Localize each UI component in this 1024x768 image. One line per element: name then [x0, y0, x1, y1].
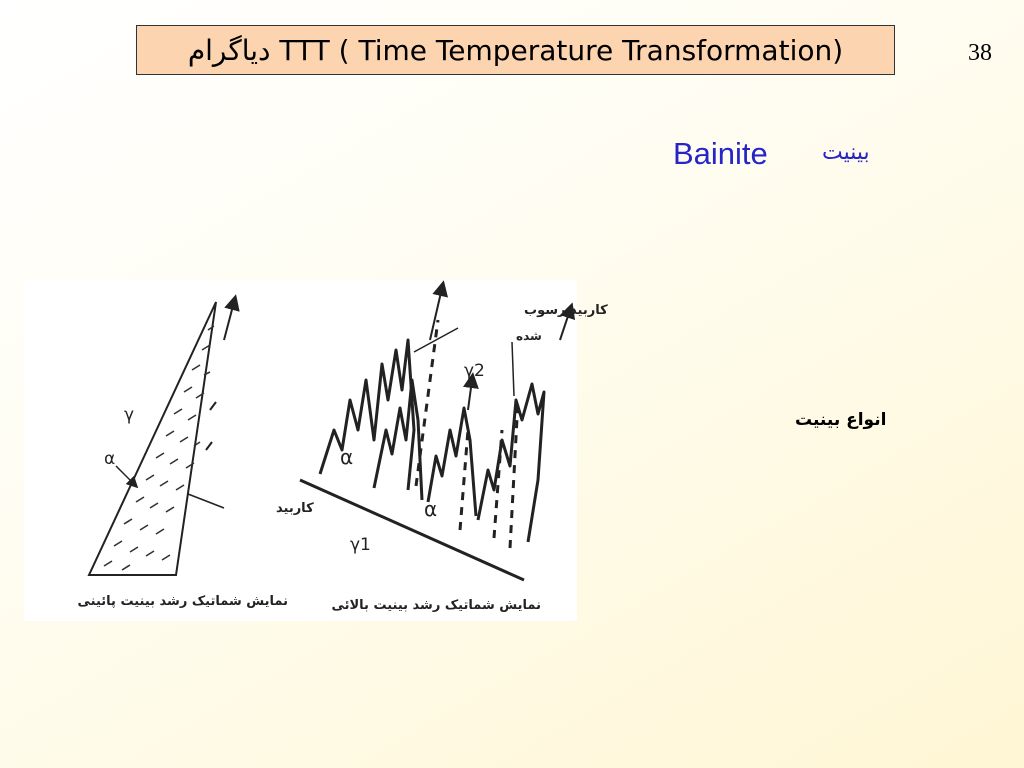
lower-bainite-sketch — [89, 302, 314, 575]
gamma-label: γ — [124, 405, 135, 425]
alpha-label-upper-2: α — [424, 497, 438, 521]
heading-persian: بینیت — [822, 140, 870, 165]
alpha-label: α — [104, 449, 116, 469]
upper-bainite-caption: نمایش شماتیک رشد بینیت بالائی — [331, 598, 541, 613]
bainite-types-label: انواع بینیت — [795, 410, 887, 430]
slide-title: (Time Temperature Transformation ) TTT دیاگرام — [187, 33, 844, 67]
precipitated-carbide-label-2: شده — [516, 329, 542, 343]
carbide-label: کاربید — [276, 501, 314, 516]
alpha-label-upper-1: α — [340, 445, 354, 469]
grain-boundary — [300, 480, 524, 580]
slide-number: 38 — [968, 40, 992, 66]
precipitated-carbide-label: کاربید رسوب — [524, 303, 608, 318]
lower-bainite-caption: نمایش شماتیک رشد بینیت پائینی — [77, 594, 288, 609]
bainite-figure — [24, 280, 608, 621]
title-box — [136, 25, 895, 75]
lower-bainite-plate — [89, 302, 216, 575]
gamma1-label: γ1 — [350, 535, 371, 555]
carbide-dashes — [104, 326, 214, 570]
bainite-diagram — [24, 280, 608, 621]
upper-bainite-sketch — [300, 288, 608, 580]
gamma2-label: γ2 — [464, 361, 485, 381]
heading-english: Bainite — [673, 136, 768, 171]
